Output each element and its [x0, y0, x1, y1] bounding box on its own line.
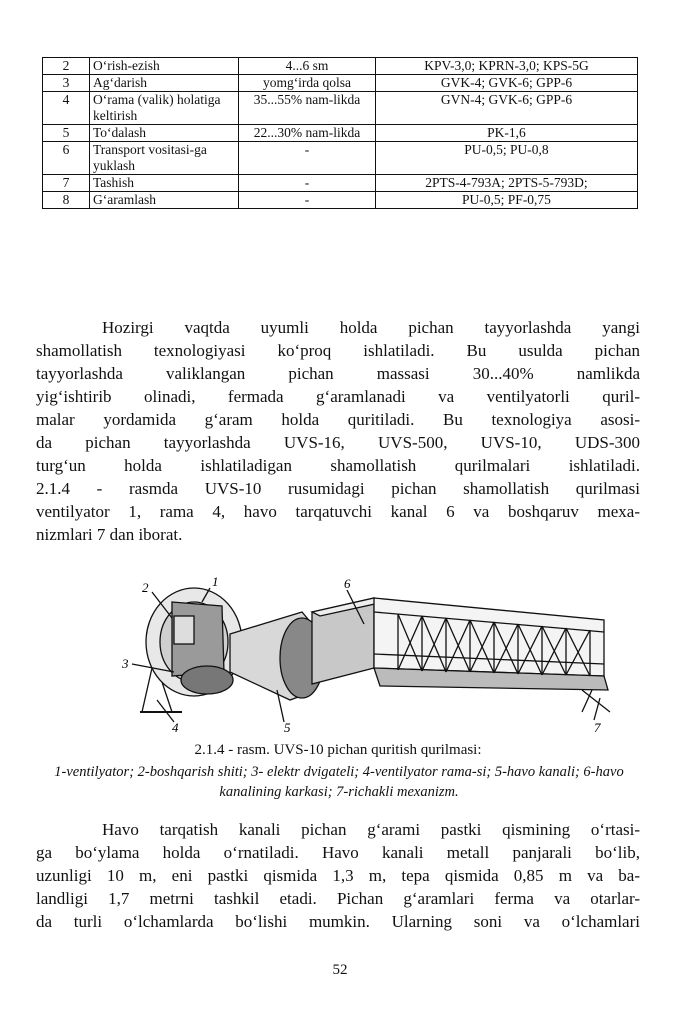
table-row [43, 125, 638, 142]
figure-label-6: 6 [344, 576, 351, 591]
row-operation: Transport vositasi-ga yuklash [90, 142, 239, 175]
table-row [43, 142, 638, 175]
paragraph-line: ga bo‘ylama holda o‘rnatiladi. Havo kanali metall panjarali bo‘lib, [36, 843, 640, 862]
row-number: 2 [43, 58, 90, 75]
row-machines: KPV-3,0; KPRN-3,0; KPS-5G [376, 58, 638, 75]
paragraph-line: Hozirgi vaqtda uyumli holda pichan tayyorlashda yangi [102, 318, 640, 337]
row-number: 4 [43, 92, 90, 125]
paragraph-line: da pichan tayyorlashda UVS-16, UVS-500, UVS-10, UDS-300 [36, 433, 640, 452]
figure-label-1: 1 [212, 574, 219, 589]
figure-caption-body: 1-ventilyator; 2-boshqarish shiti; 3- elektr dvigateli; 4-ventilyator rama-si; 5-havo kanali; 6-havo kanalining karkasi; 7-richakli mexanizm. [54, 764, 624, 800]
paragraph-line: Havo tarqatish kanali pichan g‘arami pastki qismining o‘rtasi- [102, 820, 640, 839]
paragraph-line: ventilyator 1, rama 4, havo tarqatuvchi kanal 6 va boshqaruv mexa- [36, 502, 640, 521]
row-machines: PU-0,5; PF-0,75 [376, 192, 638, 209]
row-number: 5 [43, 125, 90, 142]
row-operation: Ag‘darish [90, 75, 239, 92]
figure-label-5: 5 [284, 720, 291, 735]
table-row [43, 192, 638, 209]
row-machines: GVN-4; GVK-6; GPP-6 [376, 92, 638, 125]
row-condition: - [239, 142, 376, 175]
table-row [43, 175, 638, 192]
paragraph-line: nizmlari 7 dan iborat. [36, 525, 183, 544]
table-row [43, 58, 638, 75]
paragraph-line: landligi 1,7 metrni tashkil etadi. Pichan g‘aramlari ferma va otarlar- [36, 889, 640, 908]
table-row [43, 75, 638, 92]
row-condition: - [239, 192, 376, 209]
row-condition: 22...30% nam-likda [239, 125, 376, 142]
row-operation: G‘aramlash [90, 192, 239, 209]
control-panel-shape [174, 616, 194, 644]
figure-label-4: 4 [172, 720, 179, 735]
row-number: 7 [43, 175, 90, 192]
paragraph-line: da turli o‘lchamlarda bo‘lishi mumkin. Ularning soni va o‘lchamlari [36, 912, 640, 931]
row-condition: 35...55% nam-likda [239, 92, 376, 125]
row-number: 8 [43, 192, 90, 209]
row-operation: O‘rish-ezish [90, 58, 239, 75]
row-machines: PU-0,5; PU-0,8 [376, 142, 638, 175]
row-operation: O‘rama (valik) holatiga keltirish [90, 92, 239, 125]
machines-table [42, 57, 638, 209]
machines-table-body [43, 58, 638, 209]
paragraph-2 [36, 818, 640, 933]
paragraph-line: 2.1.4 - rasmda UVS-10 rusumidagi pichan shamollatish qurilmasi [36, 479, 640, 498]
row-number: 3 [43, 75, 90, 92]
paragraph-line: malar yordamida g‘aram holda quritiladi. Bu texnologiya asosi- [36, 410, 640, 429]
paragraph-line: turg‘un holda ishlatiladigan shamollatish qurilmalari ishlatiladi. [36, 456, 640, 475]
row-machines: GVK-4; GVK-6; GPP-6 [376, 75, 638, 92]
motor-shape [181, 666, 233, 694]
figure-label-3: 3 [122, 656, 129, 671]
row-number: 6 [43, 142, 90, 175]
paragraph-line: uzunligi 10 m, eni pastki qismida 1,3 m, tepa qismida 0,85 m va ba- [36, 866, 640, 885]
paragraph-line: tayyorlashda valiklangan pichan massasi 30...40% namlikda [36, 364, 640, 383]
row-operation: To‘dalash [90, 125, 239, 142]
row-machines: 2PTS-4-793A; 2PTS-5-793D; [376, 175, 638, 192]
uvs10-drawing [112, 572, 622, 738]
row-machines: PK-1,6 [376, 125, 638, 142]
figure-label-7: 7 [594, 720, 601, 735]
paragraph-line: shamollatish texnologiyasi ko‘proq ishlatiladi. Bu usulda pichan [36, 341, 640, 360]
figure-label-2: 2 [142, 580, 149, 595]
figure-caption-title: 2.1.4 - rasm. UVS-10 pichan quritish qurilmasi: [194, 742, 482, 758]
table-row [43, 92, 638, 125]
row-condition: 4...6 sm [239, 58, 376, 75]
row-condition: yomg‘irda qolsa [239, 75, 376, 92]
uvs10-figure [112, 572, 622, 738]
page-number: 52 [332, 962, 348, 978]
paragraph-line: yig‘ishtirib olinadi, fermada g‘aramlanadi va ventilyatorli quril- [36, 387, 640, 406]
paragraph-1 [36, 316, 640, 546]
row-condition: - [239, 175, 376, 192]
row-operation: Tashish [90, 175, 239, 192]
